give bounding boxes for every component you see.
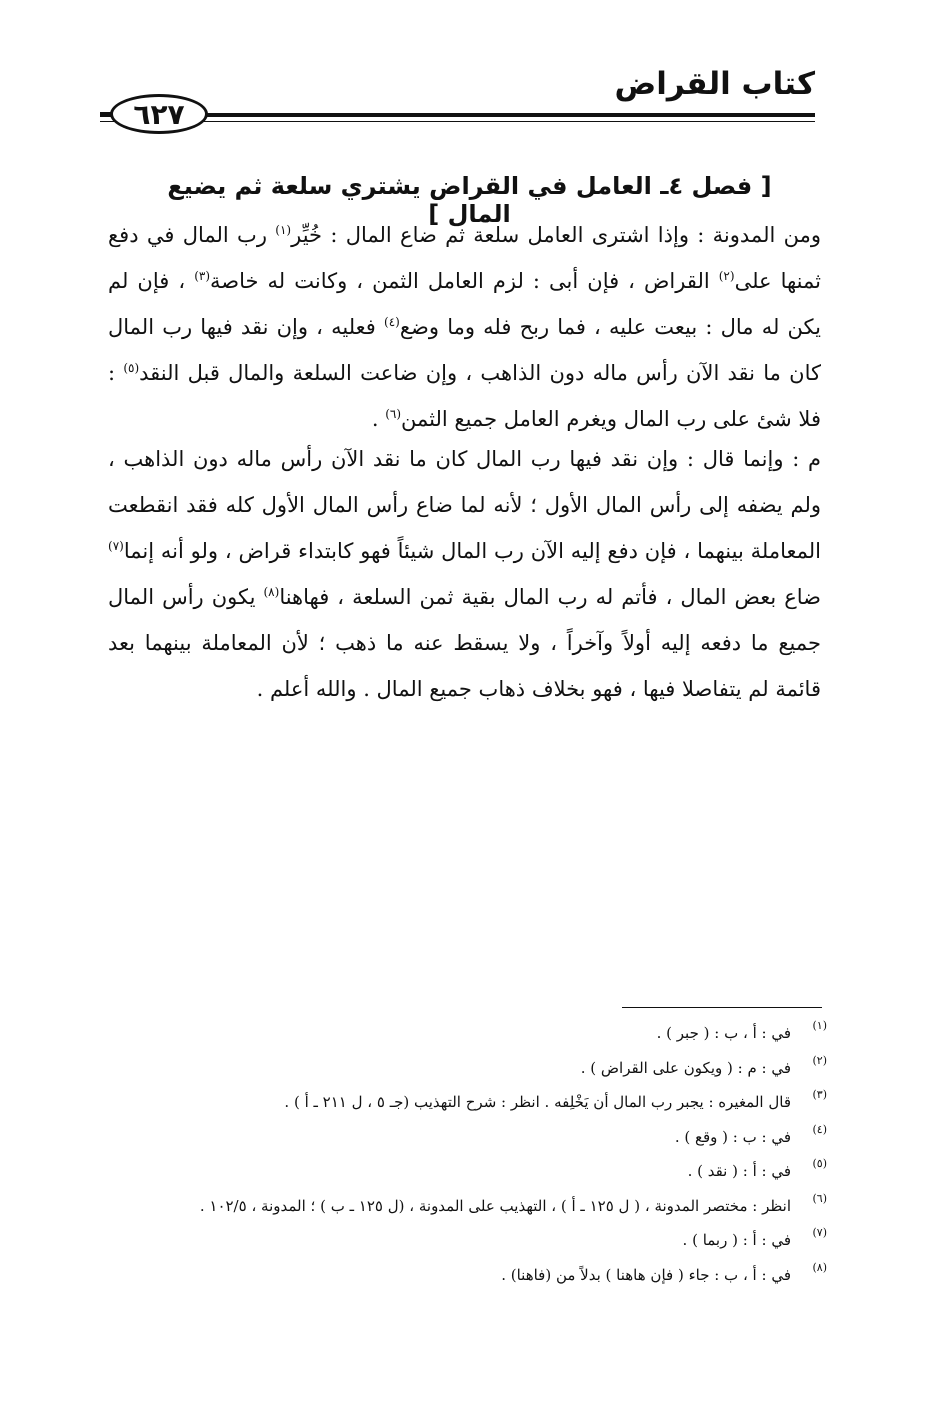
footnote-text: في : أ : ( ربما ) . [682, 1231, 791, 1249]
footnote-ref-4: (٤) [384, 315, 400, 329]
paragraph-text: : فلا شئ على رب المال ويغرم العامل جميع الثمن [108, 361, 821, 431]
book-title: كتاب القراض [614, 66, 815, 102]
footnote-item [100, 1120, 827, 1155]
footnote-text: انظر : مختصر المدونة ، ( ل ١٢٥ ـ أ ) ، التهذيب على المدونة ، (ل ١٢٥ ـ ب ) ؛ المدونة ، ١٠٢/٥ . [199, 1196, 791, 1215]
footnote-item [100, 1051, 827, 1086]
footnote-mark: (٢) [812, 1053, 827, 1067]
footnote-mark: (٣) [812, 1088, 827, 1101]
footnote-mark: (٥) [812, 1157, 827, 1170]
footnote-item [100, 1085, 827, 1120]
footnote-ref-2: (٢) [718, 269, 735, 283]
footnote-ref-5: (٥) [123, 361, 140, 375]
paragraph-text: ضاع بعض المال ، فأتم له رب المال بقية ثمن السلعة ، فهاهنا [279, 585, 821, 609]
footnote-mark: (١) [812, 1019, 827, 1032]
paragraph-text: القراض ، فإن أبى : لزم العامل الثمن ، وكانت له خاصة [210, 269, 719, 293]
footnote-text: في : ب : ( وقع ) . [674, 1127, 791, 1146]
paragraph-text: فعليه ، وإن نقد فيها رب المال كان ما نقد الآن رأس ماله دون الذاهب ، وإن ضاعت السلعة والمال قبل النقد [108, 315, 821, 385]
paragraph-text: م : وإنما قال : وإن نقد فيها رب المال كان ما نقد الآن رأس ماله دون الذاهب ، ولم يضفه إلى رأس المال الأول ؛ لأنه لما ضاع رأس المال الأول كله فقد انقطعت المعاملة بينهما ، فإن دفع إليه الآن رب المال شيئاً فهو كابتداء قراض ، ولو أنه إنما [108, 447, 821, 563]
section-heading: [ فصل ٤ـ العامل في القراض يشتري سلعة ثم يضيع المال ] [167, 172, 772, 228]
paragraph-text: ومن المدونة : وإذا اشترى العامل سلعة ثم ضاع المال : خُيِّر [291, 223, 821, 247]
footnote-item [100, 1223, 827, 1258]
footnote-item [100, 1016, 827, 1051]
paragraph-text: رب المال في دفع ثمنها على [108, 223, 822, 293]
footnote-text: في : أ ، ب : جاء ( فإن هاهنا ) بدلاً من (فاهنا) . [501, 1265, 791, 1284]
footnote-separator [622, 1007, 822, 1008]
footnote-ref-7: (٧) [108, 539, 124, 553]
footnote-text: في : أ : ( نقد ) . [687, 1162, 791, 1180]
paragraph-text: ، فإن لم يكن له مال : بيعت عليه ، فما ربح فله وما وضع [108, 269, 821, 339]
footnote-text: في : أ ، ب : ( جبر ) . [656, 1024, 791, 1042]
footnote-mark: (٤) [812, 1122, 827, 1136]
footnote-item [100, 1154, 827, 1189]
footnote-ref-1: (١) [275, 223, 292, 237]
paragraph-1 [108, 212, 821, 442]
footnote-mark: (٧) [812, 1226, 827, 1239]
page-number-badge [110, 94, 208, 134]
footnote-ref-3: (٣) [194, 269, 211, 283]
page-number: ٦٢٧ [133, 97, 185, 131]
footnote-ref-8: (٨) [263, 585, 280, 599]
header-rule-thin [100, 121, 815, 122]
footnotes-list [100, 1016, 827, 1292]
footnote-item [100, 1258, 827, 1293]
paragraph-2 [108, 436, 821, 712]
footnote-text: في : م : ( ويكون على القراض ) . [580, 1058, 791, 1077]
footnote-text: قال المغيره : يجبر رب المال أن يَخْلِفه . انظر : شرح التهذيب (جـ ٥ ، ل ٢١١ ـ أ ) . [284, 1093, 791, 1111]
paragraph-text: يكون رأس المال جميع ما دفعه إليه أولاً وآخراً ، ولا يسقط عنه ما ذهب ؛ لأن المعاملة بينهما بعد قائمة لم يتفاصلا فيها ، فهو بخلاف ذهاب جميع المال . والله أعلم . [108, 585, 821, 701]
footnote-mark: (٦) [812, 1191, 827, 1205]
paragraph-text: . [371, 407, 386, 431]
footnote-item [100, 1189, 827, 1224]
footnote-ref-6: (٦) [385, 407, 402, 421]
footnote-mark: (٨) [812, 1260, 827, 1274]
